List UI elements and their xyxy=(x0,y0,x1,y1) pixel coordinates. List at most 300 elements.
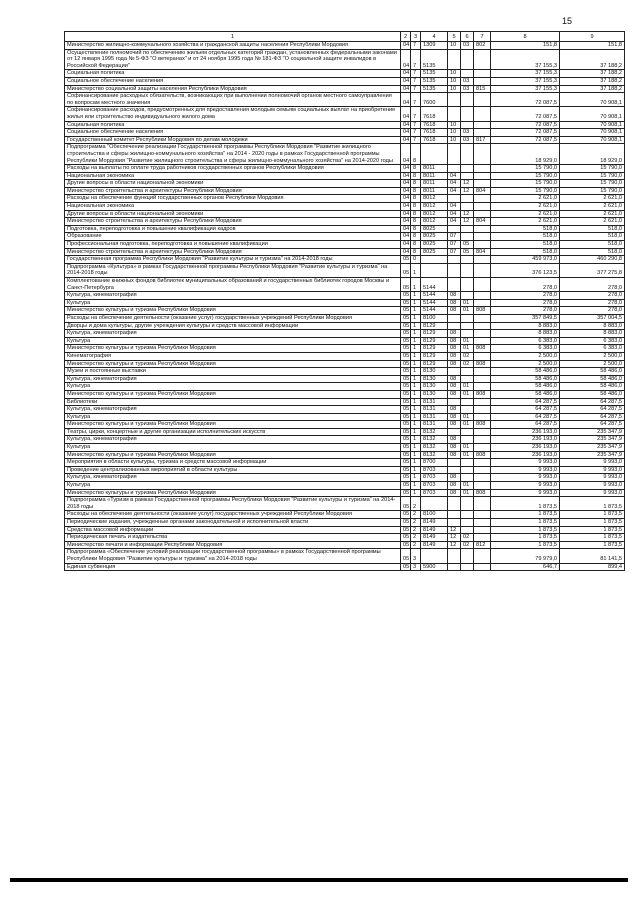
row-code xyxy=(461,368,474,376)
row-code xyxy=(448,563,461,571)
row-code: 808 xyxy=(474,307,491,315)
row-code xyxy=(474,474,491,482)
row-code: 8129 xyxy=(421,360,448,368)
row-code: 05 xyxy=(401,519,411,527)
row-code: 1 xyxy=(411,352,421,360)
row-code: 1 xyxy=(411,299,421,307)
row-amount-2014: 8 883,0 xyxy=(491,330,560,338)
row-code: 808 xyxy=(474,390,491,398)
row-code: 1 xyxy=(411,307,421,315)
row-amount-2014: 518,0 xyxy=(491,233,560,241)
row-code: 8131 xyxy=(421,421,448,429)
table-row xyxy=(65,256,625,264)
row-amount-2014: 1 873,5 xyxy=(491,541,560,549)
row-name: Министерство культуры и туризма Республики Мордовия xyxy=(65,390,401,398)
row-name: Подпрограмма "Обеспечение реализации Государственной программы Республики Мордовия "Развитие жилищного строительства и сферы жилищно-коммунального хозяйства" на 2014 - 2020 годы в рамках Государственной программы Республики Мордовия "Развитие жилищного строительства и сферы жилищно-коммунального хозяйства" на 2014-2020 годы xyxy=(65,144,401,165)
row-name: Культура, кинематография xyxy=(65,330,401,338)
row-code xyxy=(461,292,474,300)
row-code: 04 xyxy=(401,248,411,256)
row-amount-2015: 9 993,0 xyxy=(560,466,625,474)
row-code: 05 xyxy=(401,398,411,406)
row-amount-2014: 9 993,0 xyxy=(491,482,560,490)
row-code: 12 xyxy=(448,534,461,542)
row-code: 1 xyxy=(411,406,421,414)
row-code: 1 xyxy=(411,466,421,474)
row-name: Министерство культуры и туризма Республики Мордовия xyxy=(65,360,401,368)
row-code: 808 xyxy=(474,345,491,353)
row-code xyxy=(474,144,491,165)
row-amount-2015: 2 621,0 xyxy=(560,195,625,203)
row-amount-2015: 377 275,8 xyxy=(560,263,625,277)
row-amount-2015: 278,0 xyxy=(560,307,625,315)
table-row xyxy=(65,482,625,490)
row-code xyxy=(448,549,461,563)
row-amount-2015: 64 287,5 xyxy=(560,398,625,406)
row-code xyxy=(474,511,491,519)
row-amount-2015: 58 486,0 xyxy=(560,368,625,376)
row-amount-2015: 70 908,1 xyxy=(560,136,625,144)
row-code xyxy=(448,256,461,264)
row-code: 804 xyxy=(474,218,491,226)
row-code xyxy=(461,436,474,444)
row-code xyxy=(448,519,461,527)
table-row xyxy=(65,70,625,78)
row-code: 802 xyxy=(474,42,491,50)
table-row xyxy=(65,526,625,534)
table-row xyxy=(65,451,625,459)
row-amount-2015: 1 873,5 xyxy=(560,519,625,527)
row-name: Образование xyxy=(65,233,401,241)
row-code xyxy=(461,278,474,292)
row-amount-2015: 278,0 xyxy=(560,292,625,300)
table-row xyxy=(65,314,625,322)
row-code xyxy=(474,256,491,264)
row-name: Софинансирование расходных обязательств, возникающих при выполнении полномочий органов местного самоуправления по вопросам местного значения xyxy=(65,93,401,107)
row-name: Культура xyxy=(65,299,401,307)
row-code xyxy=(474,278,491,292)
row-code: 1 xyxy=(411,489,421,497)
row-code: 8132 xyxy=(421,444,448,452)
column-header: 4 xyxy=(421,32,448,42)
table-row xyxy=(65,330,625,338)
row-code xyxy=(474,563,491,571)
table-row xyxy=(65,360,625,368)
row-code: 08 xyxy=(448,489,461,497)
row-code: 05 xyxy=(401,307,411,315)
table-row xyxy=(65,49,625,70)
row-code: 04 xyxy=(401,107,411,121)
table-row xyxy=(65,489,625,497)
row-code: 815 xyxy=(474,85,491,93)
row-code: 1 xyxy=(411,375,421,383)
table-row xyxy=(65,519,625,527)
row-code: 08 xyxy=(448,299,461,307)
table-row xyxy=(65,121,625,129)
table-row xyxy=(65,563,625,571)
row-code: 05 xyxy=(401,489,411,497)
row-amount-2014: 58 486,0 xyxy=(491,383,560,391)
row-code xyxy=(474,497,491,511)
row-code: 1 xyxy=(411,413,421,421)
row-code xyxy=(461,330,474,338)
column-header: 6 xyxy=(461,32,474,42)
row-code: 1 xyxy=(411,263,421,277)
row-name: Государственный комитет Республики Мордовия по делам молодежи xyxy=(65,136,401,144)
row-code xyxy=(474,337,491,345)
row-code: 07 xyxy=(448,241,461,249)
row-code: 05 xyxy=(401,511,411,519)
row-code: 04 xyxy=(401,180,411,188)
table-row xyxy=(65,345,625,353)
row-code xyxy=(474,203,491,211)
row-code: 8 xyxy=(411,225,421,233)
row-amount-2015: 151,8 xyxy=(560,42,625,50)
row-code: 8132 xyxy=(421,436,448,444)
row-code: 02 xyxy=(461,534,474,542)
row-name: Расходы на обеспечение деятельности (оказание услуг) государственных учреждений Республики Мордовия xyxy=(65,314,401,322)
row-code: 12 xyxy=(461,180,474,188)
row-code: 05 xyxy=(401,292,411,300)
row-amount-2014: 72 087,5 xyxy=(491,93,560,107)
row-code xyxy=(448,225,461,233)
row-code: 05 xyxy=(401,390,411,398)
row-amount-2014: 58 486,0 xyxy=(491,390,560,398)
row-code: 04 xyxy=(448,218,461,226)
row-code xyxy=(448,466,461,474)
row-code: 01 xyxy=(461,489,474,497)
row-amount-2015: 2 621,0 xyxy=(560,210,625,218)
row-code xyxy=(474,241,491,249)
row-code: 05 xyxy=(401,451,411,459)
row-code: 03 xyxy=(461,77,474,85)
row-code: 05 xyxy=(401,256,411,264)
row-code: 1 xyxy=(411,292,421,300)
row-amount-2014: 72 087,5 xyxy=(491,107,560,121)
row-name: Социальная политика xyxy=(65,70,401,78)
row-code xyxy=(461,49,474,70)
row-code: 812 xyxy=(474,541,491,549)
row-name: Министерство культуры и туризма Республики Мордовия xyxy=(65,307,401,315)
row-code: 08 xyxy=(448,482,461,490)
row-code xyxy=(461,474,474,482)
row-code: 12 xyxy=(448,541,461,549)
row-code xyxy=(461,314,474,322)
row-name: Периодические издания, учрежденные органами законодательной и исполнительной власти xyxy=(65,519,401,527)
table-row xyxy=(65,534,625,542)
row-name: Министерство жилищно-коммунального хозяйства и гражданской защиты населения Республики Мордовия xyxy=(65,42,401,50)
row-code xyxy=(421,144,448,165)
row-code xyxy=(448,459,461,467)
table-row xyxy=(65,136,625,144)
row-amount-2014: 15 790,0 xyxy=(491,165,560,173)
row-code: 8129 xyxy=(421,337,448,345)
column-header: 3 xyxy=(411,32,421,42)
row-code: 08 xyxy=(448,360,461,368)
row-code xyxy=(474,292,491,300)
row-amount-2014: 278,0 xyxy=(491,307,560,315)
row-code: 05 xyxy=(401,474,411,482)
row-code: 7 xyxy=(411,93,421,107)
row-code: 05 xyxy=(401,459,411,467)
row-code: 8 xyxy=(411,144,421,165)
bottom-scan-bar xyxy=(10,878,628,882)
row-code xyxy=(474,49,491,70)
table-row xyxy=(65,406,625,414)
row-code: 5144 xyxy=(421,307,448,315)
row-code xyxy=(461,563,474,571)
row-amount-2015: 37 188,2 xyxy=(560,70,625,78)
row-code xyxy=(474,322,491,330)
table-row xyxy=(65,307,625,315)
row-code xyxy=(474,526,491,534)
row-code: 817 xyxy=(474,136,491,144)
row-code xyxy=(474,534,491,542)
row-code: 8 xyxy=(411,241,421,249)
row-amount-2015: 2 621,0 xyxy=(560,203,625,211)
row-name: Средства массовой информации xyxy=(65,526,401,534)
row-code: 8 xyxy=(411,218,421,226)
row-code xyxy=(474,210,491,218)
row-code xyxy=(474,330,491,338)
row-amount-2015: 15 790,0 xyxy=(560,187,625,195)
row-code: 8131 xyxy=(421,413,448,421)
row-code: 04 xyxy=(448,180,461,188)
row-amount-2014: 2 500,0 xyxy=(491,360,560,368)
row-code: 1 xyxy=(411,451,421,459)
row-code: 04 xyxy=(401,77,411,85)
table-row xyxy=(65,292,625,300)
row-code: 8130 xyxy=(421,375,448,383)
row-code: 1 xyxy=(411,421,421,429)
row-code: 7 xyxy=(411,129,421,137)
row-code: 1 xyxy=(411,345,421,353)
row-code xyxy=(474,129,491,137)
row-amount-2015: 8 883,0 xyxy=(560,330,625,338)
row-amount-2014: 2 621,0 xyxy=(491,195,560,203)
row-code: 1 xyxy=(411,360,421,368)
row-code: 08 xyxy=(448,292,461,300)
row-name: Библиотеки xyxy=(65,398,401,406)
row-code: 1 xyxy=(411,278,421,292)
row-name: Расходы на обеспечение функций государственных органов Республики Мордовия xyxy=(65,195,401,203)
row-code: 04 xyxy=(448,187,461,195)
row-name: Расходы на выплаты по оплате труда работников государственных органов Республики Мордовия xyxy=(65,165,401,173)
row-amount-2015: 15 790,0 xyxy=(560,165,625,173)
row-code: 12 xyxy=(461,218,474,226)
row-code: 12 xyxy=(448,526,461,534)
row-code xyxy=(474,77,491,85)
row-name: Софинансирование расходов, предусмотренных для предоставления молодым семьям социальных выплат на приобретение жилья или строительство индивидуального жилого дома xyxy=(65,107,401,121)
row-code xyxy=(461,144,474,165)
row-code xyxy=(474,172,491,180)
row-amount-2015: 9 993,0 xyxy=(560,459,625,467)
row-code: 8012 xyxy=(421,203,448,211)
row-amount-2015: 1 873,5 xyxy=(560,526,625,534)
row-code: 05 xyxy=(401,541,411,549)
row-code: 04 xyxy=(401,121,411,129)
row-code xyxy=(448,93,461,107)
row-amount-2015: 58 486,0 xyxy=(560,383,625,391)
row-code: 05 xyxy=(401,322,411,330)
row-code: 8129 xyxy=(421,345,448,353)
row-amount-2014: 6 383,0 xyxy=(491,345,560,353)
row-name: Дворцы и дома культуры, другие учреждения культуры и средств массовой информации xyxy=(65,322,401,330)
row-amount-2015: 15 790,0 xyxy=(560,172,625,180)
row-name: Подпрограмма «Культура» в рамках Государственной программы Республики Мордовия "Развитие культуры и туризма" на 2014-2018 годы xyxy=(65,263,401,277)
row-name: Министерство строительства и архитектуры Республики Мордовия xyxy=(65,248,401,256)
table-row xyxy=(65,172,625,180)
table-row xyxy=(65,428,625,436)
row-code: 7 xyxy=(411,85,421,93)
row-amount-2014: 72 087,5 xyxy=(491,129,560,137)
row-code xyxy=(474,263,491,277)
row-code: 7618 xyxy=(421,129,448,137)
row-code: 8130 xyxy=(421,390,448,398)
row-code: 01 xyxy=(461,299,474,307)
table-row xyxy=(65,436,625,444)
row-code xyxy=(461,398,474,406)
row-name: Культура xyxy=(65,444,401,452)
row-code: 804 xyxy=(474,248,491,256)
table-row xyxy=(65,195,625,203)
row-code xyxy=(461,256,474,264)
row-code: 8129 xyxy=(421,322,448,330)
row-code xyxy=(474,466,491,474)
row-code: 05 xyxy=(401,563,411,571)
row-code: 01 xyxy=(461,451,474,459)
row-code: 0 xyxy=(411,256,421,264)
row-code: 8025 xyxy=(421,225,448,233)
row-amount-2015: 6 383,0 xyxy=(560,337,625,345)
row-code: 04 xyxy=(401,172,411,180)
table-row xyxy=(65,398,625,406)
row-code xyxy=(474,413,491,421)
row-name: Культура, кинематография xyxy=(65,375,401,383)
row-code xyxy=(461,233,474,241)
row-name: Национальная экономика xyxy=(65,172,401,180)
row-code xyxy=(448,195,461,203)
table-row xyxy=(65,218,625,226)
row-code: 8703 xyxy=(421,489,448,497)
row-code: 8149 xyxy=(421,519,448,527)
table-row xyxy=(65,511,625,519)
row-code: 8131 xyxy=(421,398,448,406)
row-code: 03 xyxy=(461,129,474,137)
row-code: 10 xyxy=(448,42,461,50)
table-row xyxy=(65,203,625,211)
row-code xyxy=(474,195,491,203)
row-code: 8025 xyxy=(421,241,448,249)
row-code: 01 xyxy=(461,482,474,490)
row-amount-2015: 64 287,5 xyxy=(560,421,625,429)
row-code xyxy=(461,406,474,414)
table-row xyxy=(65,85,625,93)
row-amount-2014: 376 123,5 xyxy=(491,263,560,277)
row-amount-2015: 2 500,0 xyxy=(560,360,625,368)
row-code: 1 xyxy=(411,337,421,345)
row-amount-2014: 151,8 xyxy=(491,42,560,50)
row-amount-2014: 459 973,0 xyxy=(491,256,560,264)
row-amount-2015: 70 908,1 xyxy=(560,107,625,121)
row-amount-2015: 70 908,1 xyxy=(560,121,625,129)
row-amount-2014: 18 929,0 xyxy=(491,144,560,165)
table-row xyxy=(65,413,625,421)
row-code xyxy=(474,314,491,322)
row-code: 2 xyxy=(411,519,421,527)
row-code: 04 xyxy=(401,85,411,93)
row-code: 08 xyxy=(448,421,461,429)
row-code: 04 xyxy=(401,241,411,249)
row-amount-2014: 236 193,0 xyxy=(491,444,560,452)
row-code: 08 xyxy=(448,375,461,383)
row-amount-2014: 236 193,0 xyxy=(491,451,560,459)
row-amount-2015: 357 004,5 xyxy=(560,314,625,322)
row-code: 08 xyxy=(448,352,461,360)
row-code: 04 xyxy=(401,218,411,226)
row-amount-2015: 518,0 xyxy=(560,241,625,249)
row-code: 8012 xyxy=(421,210,448,218)
row-code: 01 xyxy=(461,421,474,429)
row-code xyxy=(448,368,461,376)
row-code xyxy=(474,549,491,563)
row-code xyxy=(461,172,474,180)
row-name: Социальная политика xyxy=(65,121,401,129)
row-amount-2015: 278,0 xyxy=(560,278,625,292)
row-code: 08 xyxy=(448,444,461,452)
row-code xyxy=(448,278,461,292)
row-name: Единая субвенция xyxy=(65,563,401,571)
column-header: 8 xyxy=(491,32,560,42)
table-row xyxy=(65,459,625,467)
row-code xyxy=(448,398,461,406)
row-code: 8703 xyxy=(421,482,448,490)
row-name: Культура xyxy=(65,413,401,421)
row-amount-2014: 72 087,5 xyxy=(491,121,560,129)
row-code: 05 xyxy=(401,406,411,414)
row-code: 05 xyxy=(401,526,411,534)
row-amount-2015: 460 290,8 xyxy=(560,256,625,264)
row-code xyxy=(474,93,491,107)
row-code: 2 xyxy=(411,541,421,549)
row-code: 08 xyxy=(448,330,461,338)
row-code: 04 xyxy=(401,233,411,241)
row-amount-2015: 64 287,5 xyxy=(560,413,625,421)
row-amount-2014: 58 486,0 xyxy=(491,368,560,376)
row-code: 05 xyxy=(401,337,411,345)
row-code: 08 xyxy=(448,383,461,391)
row-code xyxy=(474,398,491,406)
table-row xyxy=(65,375,625,383)
row-code: 8025 xyxy=(421,233,448,241)
row-code: 05 xyxy=(401,278,411,292)
row-code xyxy=(461,375,474,383)
row-amount-2014: 64 287,5 xyxy=(491,398,560,406)
row-amount-2014: 15 790,0 xyxy=(491,187,560,195)
row-name: Осуществление полномочий по обеспечению жильем отдельных категорий граждан, установленных федеральными законами от 12 января 1995 года № 5-ФЗ "О ветеранах" и от 24 ноября 1995 года № 181-ФЗ "О социальной защите инвалидов в Российской Федерации" xyxy=(65,49,401,70)
row-amount-2015: 58 486,0 xyxy=(560,390,625,398)
row-code: 04 xyxy=(448,203,461,211)
row-code: 8025 xyxy=(421,248,448,256)
row-code: 804 xyxy=(474,187,491,195)
row-code xyxy=(461,549,474,563)
row-code: 02 xyxy=(461,541,474,549)
row-code xyxy=(461,497,474,511)
row-amount-2015: 235 347,9 xyxy=(560,444,625,452)
row-code: 8149 xyxy=(421,541,448,549)
table-row xyxy=(65,77,625,85)
row-code xyxy=(421,549,448,563)
row-code: 05 xyxy=(401,352,411,360)
